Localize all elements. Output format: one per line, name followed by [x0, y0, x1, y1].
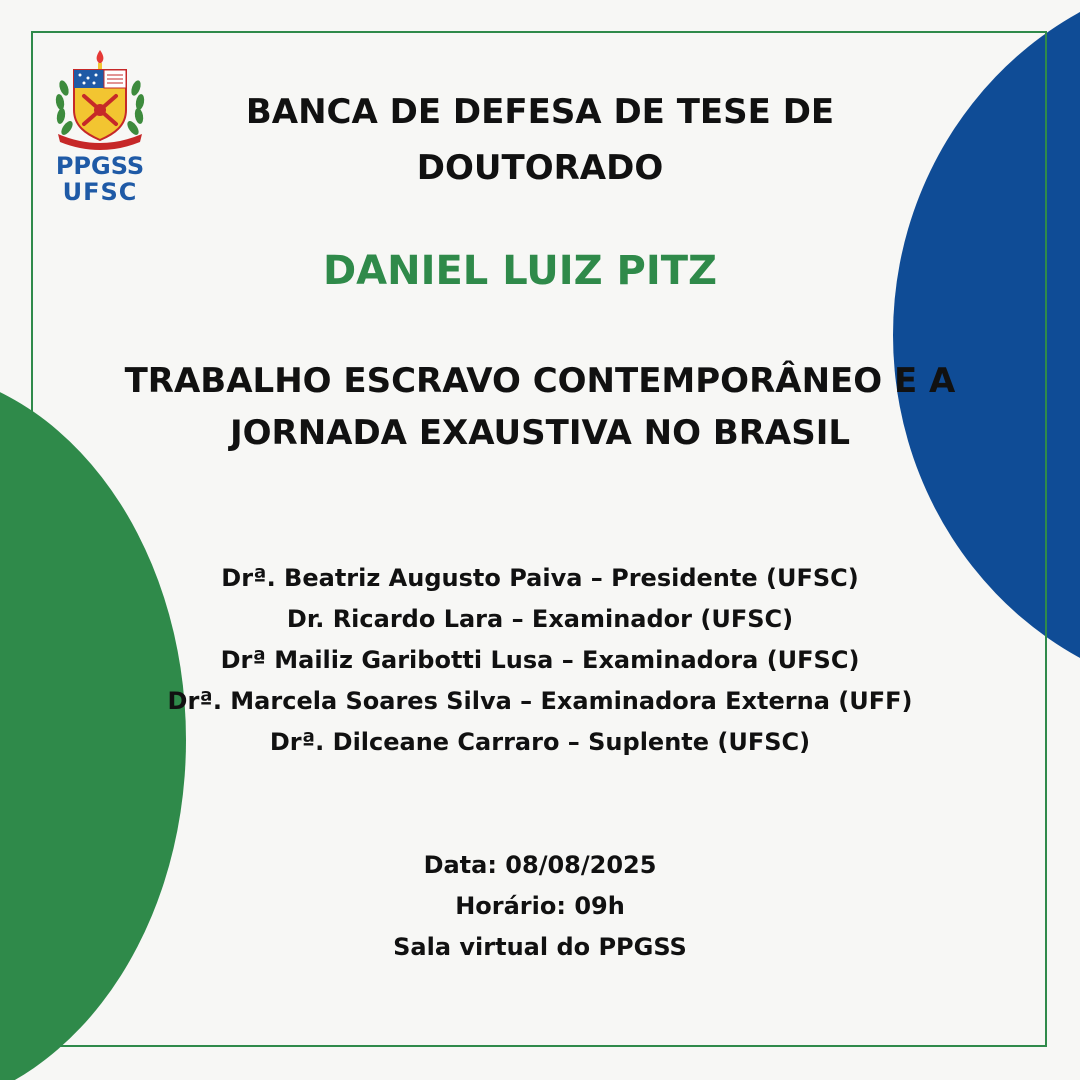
- committee-list: [110, 558, 970, 763]
- event-details: [260, 845, 820, 968]
- event-location: Sala virtual do PPGSS: [393, 933, 687, 961]
- committee-member-external-examiner: Drª. Marcela Soares Silva – Examinadora Externa (UFF): [167, 687, 913, 715]
- event-date: Data: 08/08/2025: [423, 851, 657, 879]
- committee-member-president: Drª. Beatriz Augusto Paiva – Presidente (UFSC): [221, 564, 859, 592]
- ufsc-crest-icon: [44, 48, 156, 152]
- committee-member-substitute: Drª. Dilceane Carraro – Suplente (UFSC): [269, 728, 811, 756]
- logo-line-ppgss: PPGSS: [55, 152, 145, 180]
- committee-member-examiner: Drª Mailiz Garibotti Lusa – Examinadora (UFSC): [220, 646, 860, 674]
- ppgss-ufsc-logo: [44, 48, 156, 208]
- page-title: BANCA DE DEFESA DE TESE DE DOUTORADO: [245, 92, 835, 188]
- committee-member-examiner: Dr. Ricardo Lara – Examinador (UFSC): [286, 605, 794, 633]
- logo-line-ufsc: UFSC: [62, 178, 138, 206]
- thesis-title: TRABALHO ESCRAVO CONTEMPORÂNEO E A JORNADA EXAUSTIVA NO BRASIL: [124, 361, 956, 453]
- event-time: Horário: 09h: [455, 892, 625, 920]
- candidate-name: DANIEL LUIZ PITZ: [322, 248, 718, 294]
